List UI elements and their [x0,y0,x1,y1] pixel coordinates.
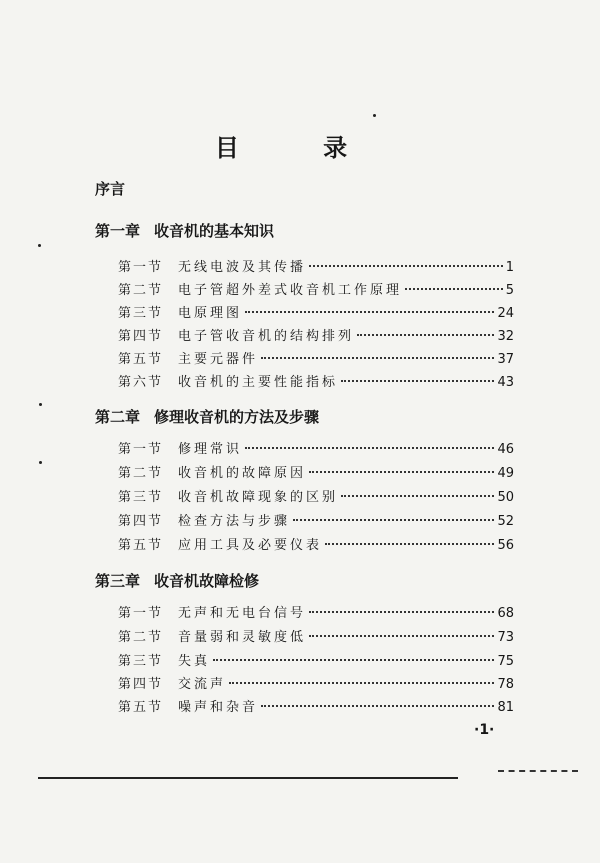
section-number: 第五节 [118,700,164,715]
page-number: 68 [497,606,514,621]
page-number: 50 [497,490,514,505]
page-number: 1 [505,260,514,275]
section-title: 电子管收音机的结构排列 [178,329,355,344]
dot-leader [309,265,503,267]
toc-entry [118,534,514,552]
page-number: 49 [497,466,514,481]
scan-speck [38,244,41,247]
page-number: 32 [497,329,514,344]
page-number: 75 [497,654,514,669]
page-number: 81 [497,700,514,715]
section-title: 交流声 [178,677,227,692]
section-title: 检查方法与步骤 [178,514,291,529]
dot-leader [357,334,494,336]
section-number: 第一节 [118,260,164,275]
page-number: 56 [497,538,514,553]
toc-entry [118,438,514,456]
dot-leader [309,611,494,613]
dot-leader [341,380,494,382]
section-title: 收音机故障现象的区别 [178,490,339,505]
section-number: 第二节 [118,630,164,645]
dot-leader [245,311,494,313]
dot-leader [213,659,494,661]
section-number: 第四节 [118,677,164,692]
chapter-number: 第三章 [95,572,141,590]
scan-speck [39,461,42,464]
chapter-title: 收音机故障检修 [154,572,260,590]
dot-leader [309,635,494,637]
section-title: 失真 [178,654,211,669]
toc-entry [118,302,514,320]
toc-entry [118,510,514,528]
section-number: 第五节 [118,538,164,553]
toc-entry [118,279,514,297]
section-number: 第一节 [118,442,164,457]
section-title: 收音机的主要性能指标 [178,375,339,390]
toc-entry [118,325,514,343]
section-title: 噪声和杂音 [178,700,259,715]
page-number: 43 [497,375,514,390]
scan-speck [373,114,376,117]
dot-leader [325,543,494,545]
dot-leader [309,471,494,473]
section-number: 第五节 [118,352,164,367]
bottom-dashed-rule [498,770,578,772]
section-number: 第三节 [118,306,164,321]
section-title: 无声和无电台信号 [178,606,307,621]
toc-entry [118,602,514,620]
section-title: 收音机的故障原因 [178,466,307,481]
toc-title: 目 录 [214,134,386,162]
toc-entry [118,650,514,668]
section-title: 修理常识 [178,442,243,457]
dot-leader [261,705,494,707]
chapter-1-heading [95,220,274,241]
section-number: 第二节 [118,466,164,481]
scan-speck [39,403,42,406]
dot-leader [261,357,494,359]
section-title: 电原理图 [178,306,243,321]
page-number: 73 [497,630,514,645]
page-folio: ·1· [474,722,495,738]
section-number: 第二节 [118,283,164,298]
page-number: 78 [497,677,514,692]
section-title: 音量弱和灵敏度低 [178,630,307,645]
toc-entry [118,371,514,389]
toc-entry [118,626,514,644]
dot-leader [293,519,494,521]
toc-entry [118,348,514,366]
toc-entry [118,256,514,274]
page-number: 5 [505,283,514,298]
page-number: 52 [497,514,514,529]
section-title: 主要元器件 [178,352,259,367]
section-number: 第一节 [118,606,164,621]
toc-entry [118,462,514,480]
preface-entry: 序言 [95,180,126,198]
dot-leader [341,495,494,497]
toc-entry [118,673,514,691]
toc-entry [118,696,514,714]
bottom-rule [38,777,458,779]
section-title: 应用工具及必要仪表 [178,538,323,553]
section-number: 第三节 [118,490,164,505]
chapter-number: 第二章 [95,408,141,426]
chapter-title: 收音机的基本知识 [154,222,275,240]
section-title: 无线电波及其传播 [178,260,307,275]
chapter-3-heading [95,570,259,591]
page-number: 24 [497,306,514,321]
chapter-title: 修理收音机的方法及步骤 [154,408,320,426]
section-title: 电子管超外差式收音机工作原理 [178,283,403,298]
chapter-2-heading [95,406,319,427]
section-number: 第三节 [118,654,164,669]
dot-leader [229,682,494,684]
section-number: 第六节 [118,375,164,390]
dot-leader [405,288,503,290]
page-number: 37 [497,352,514,367]
page-number: 46 [497,442,514,457]
section-number: 第四节 [118,514,164,529]
dot-leader [245,447,494,449]
chapter-number: 第一章 [95,222,141,240]
toc-entry [118,486,514,504]
section-number: 第四节 [118,329,164,344]
